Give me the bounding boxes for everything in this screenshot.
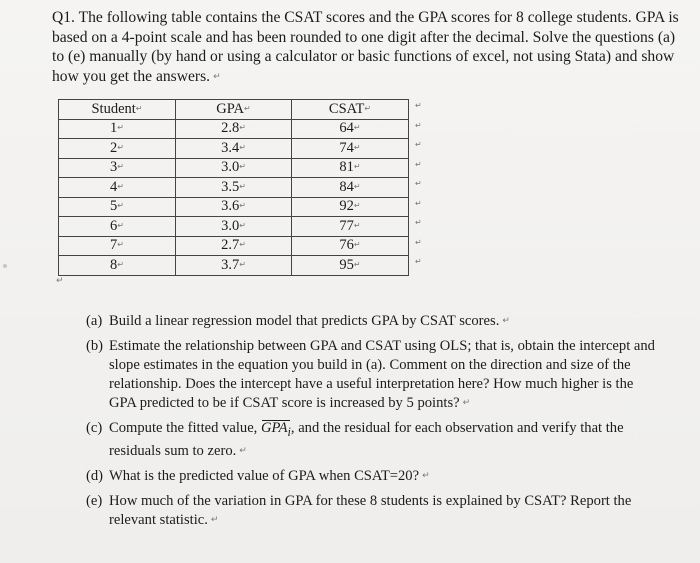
return-mark-icon: ↵ <box>210 514 219 525</box>
return-mark-icon: ↵ <box>415 198 422 208</box>
cell-gpa: 3.6↵ <box>176 197 292 217</box>
cell-student: 7↵ <box>59 236 176 256</box>
cell-gpa: 3.0↵ <box>176 158 292 178</box>
question-b <box>86 337 656 413</box>
cell-csat: 64↵ <box>292 119 409 139</box>
question-text: How much of the variation in GPA for these 8 students is explained by CSAT? Report the relevant statistic. <box>109 492 632 528</box>
question-text: Build a linear regression model that predicts GPA by CSAT scores. <box>109 313 500 329</box>
table-header-row <box>59 100 409 120</box>
return-mark-icon: ↵ <box>415 159 422 169</box>
cell-gpa: 2.7↵ <box>176 236 292 256</box>
cell-student: 1↵ <box>59 119 176 139</box>
table-row <box>59 197 409 217</box>
table-row <box>59 256 409 276</box>
intro-text: Q1. The following table contains the CSAT scores and the GPA scores for 8 college students. GPA is based on a 4-point scale and has been rounded to one digit after the decimal. Solve the questions (a) to (e) manually (by hand or using a calculator or basic functions of excel, not using Stata) and show how you get the answers. <box>52 9 679 85</box>
question-text-before: Compute the fitted value, <box>109 420 258 436</box>
cell-csat: 84↵ <box>292 178 409 198</box>
data-table <box>58 99 409 276</box>
table-row <box>59 139 409 159</box>
return-mark-icon: ↵ <box>415 101 422 110</box>
cell-gpa: 3.4↵ <box>176 139 292 159</box>
row-end-marks <box>415 101 429 277</box>
question-text: Estimate the relationship between GPA and CSAT using OLS; that is, obtain the intercept and slope estimates in the equation you build in (a). Comment on the direction and size of the relationship. Does the intercept have a useful interpretation here? How much higher is the GPA predicted to be if CSAT score is increased by 5 points? <box>109 338 655 411</box>
table-row <box>59 178 409 198</box>
cell-csat: 81↵ <box>292 158 409 178</box>
cell-student: 3↵ <box>59 158 176 178</box>
margin-dot <box>3 264 7 268</box>
cell-student: 4↵ <box>59 178 176 198</box>
cell-gpa: 2.8↵ <box>176 119 292 139</box>
return-mark-icon: ↵ <box>239 445 247 456</box>
header-csat: CSAT↵ <box>292 100 409 120</box>
cell-csat: 77↵ <box>292 217 409 237</box>
return-mark-icon: ↵ <box>422 470 430 481</box>
table-row <box>59 158 409 178</box>
fitted-gpa-symbol: $GPA_i$ <box>261 419 291 442</box>
question-intro <box>52 8 682 87</box>
table-row <box>59 236 409 256</box>
question-text: What is the predicted value of GPA when CSAT=20? <box>109 467 420 484</box>
question-e <box>86 492 656 530</box>
cell-csat: 76↵ <box>292 236 409 256</box>
cell-csat: 95↵ <box>292 256 409 276</box>
question-label: (b) <box>86 338 104 354</box>
return-mark-icon: ↵ <box>415 237 422 247</box>
cell-student: 2↵ <box>59 139 176 159</box>
cell-csat: 92↵ <box>292 197 409 217</box>
cell-student: 5↵ <box>59 197 176 217</box>
question-list <box>86 312 656 536</box>
cell-gpa: 3.0↵ <box>176 217 292 237</box>
return-mark-icon: ↵ <box>462 398 471 408</box>
question-text-after: , and the residual for each observation and verify that the residuals sum to zero. <box>109 420 624 459</box>
question-label: (d) <box>86 467 104 484</box>
return-mark-icon: ↵ <box>213 71 221 82</box>
header-gpa: GPA↵ <box>176 100 292 120</box>
return-mark-icon: ↵ <box>415 218 422 227</box>
table-row <box>59 217 409 237</box>
cell-csat: 74↵ <box>292 139 409 159</box>
cell-gpa: 3.5↵ <box>176 178 292 198</box>
question-d <box>86 467 656 486</box>
cell-student: 8↵ <box>59 256 176 276</box>
header-student: Student↵ <box>59 100 176 120</box>
return-mark-icon: ↵ <box>415 179 422 188</box>
return-mark-icon: ↵ <box>415 120 422 130</box>
question-a <box>86 312 656 331</box>
question-c <box>86 419 656 461</box>
question-label: (e) <box>86 492 103 509</box>
cell-student: 6↵ <box>59 217 176 237</box>
table-row <box>59 119 409 139</box>
question-label: (c) <box>86 420 103 436</box>
cell-gpa: 3.7↵ <box>176 256 292 276</box>
return-mark-icon: ↵ <box>415 257 422 266</box>
return-mark-icon: ↵ <box>502 316 510 326</box>
return-mark-icon: ↵ <box>415 140 422 149</box>
return-mark-icon: ↵ <box>56 276 64 286</box>
question-label: (a) <box>86 313 103 329</box>
